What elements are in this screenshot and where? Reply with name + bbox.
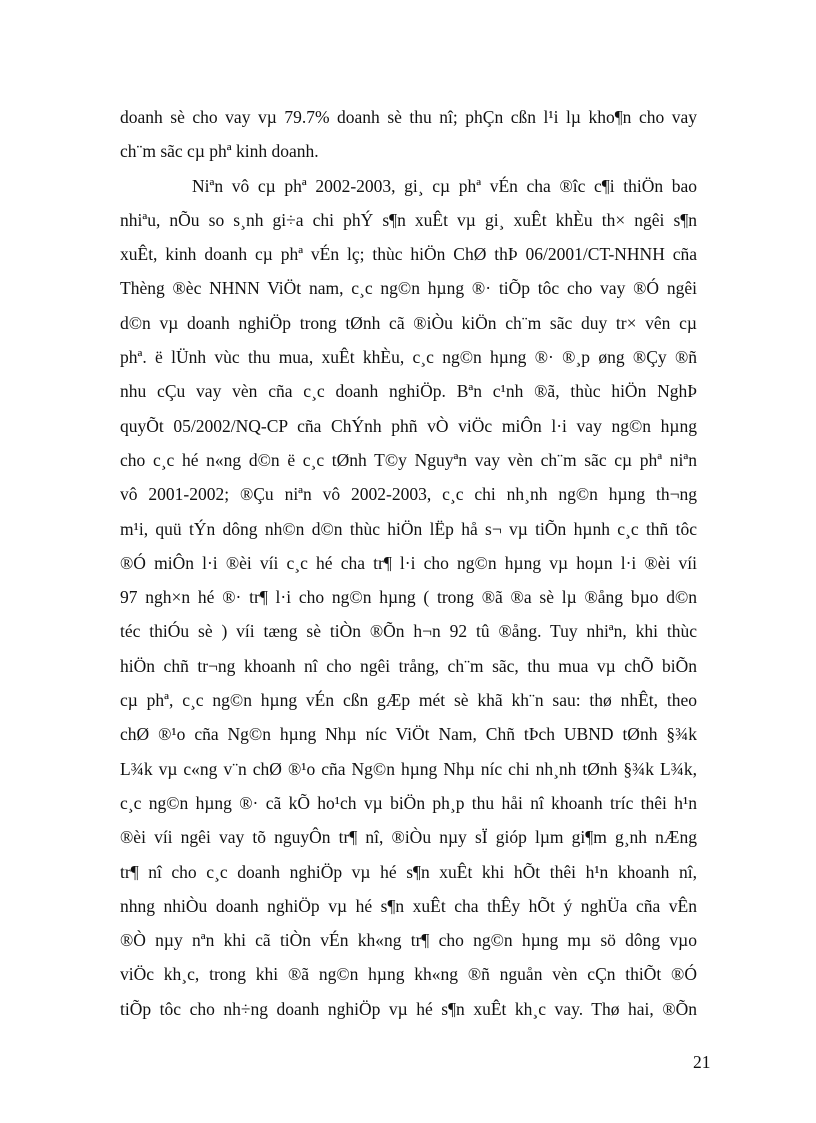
text-line: doanh sè cho vay vµ 79.7% doanh sè thu nî; phÇn cßn l¹i lµ kho¶n cho vay — [120, 107, 697, 127]
text-line: cµ phª, c¸c ng©n hµng vÉn cßn gÆp mét sè khã kh¨n sau: thø nhÊt, theo — [120, 690, 697, 711]
text-line: chØ ®¹o cña Ng©n hµng Nhµ níc ViÖt Nam, Chñ tÞch UBND tØnh §¾k — [120, 724, 697, 745]
text-line: nhng nhiÒu doanh nghiÖp vµ hé s¶n xuÊt cha thÊy hÕt ý nghÜa cña vÊn — [120, 895, 697, 916]
text-line: c¸c ng©n hµng ®· cã kÕ ho¹ch vµ biÖn ph¸p thu håi nî khoanh tríc thêi h¹n — [120, 792, 697, 813]
document-body — [120, 100, 697, 1026]
text-line: ®Ó miÔn l·i ®èi víi c¸c hé cha tr¶ l·i cho ng©n hµng vµ hoµn l·i ®èi víi — [120, 552, 697, 573]
text-line: m¹i, quü tÝn dông nh©n d©n thùc hiÖn lËp hå s¬ vµ tiÕn hµnh c¸c thñ tôc — [120, 518, 697, 539]
page-number: 21 — [693, 1052, 711, 1072]
text-line: phª. ë lÜnh vùc thu mua, xuÊt khÈu, c¸c ng©n hµng ®· ®¸p øng ®Çy ®ñ — [120, 347, 697, 368]
text-line: viÖc kh¸c, trong khi ®ã ng©n hµng kh«ng ®ñ nguån vèn cÇn thiÕt ®Ó — [120, 964, 697, 985]
text-line: Thèng ®èc NHNN ViÖt nam, c¸c ng©n hµng ®· tiÕp tôc cho vay ®Ó ngêi — [120, 278, 697, 299]
text-line: nhu cÇu vay vèn cña c¸c doanh nghiÖp. Bªn c¹nh ®ã, thùc hiÖn NghÞ — [120, 381, 697, 402]
paragraph-first-line: Niªn vô cµ phª 2002-2003, gi¸ cµ phª vÉn cha ®îc c¶i thiÖn bao — [192, 175, 697, 196]
text-line: xuÊt, kinh doanh cµ phª vÉn lç; thùc hiÖn ChØ thÞ 06/2001/CT-NHNH cña — [120, 244, 697, 265]
text-line: nhiªu, nÕu so s¸nh gi÷a chi phÝ s¶n xuÊt vµ gi¸ xuÊt khÈu th× ngêi s¶n — [120, 209, 697, 230]
text-line: hiÖn chñ tr¬ng khoanh nî cho ngêi trång, ch¨m sãc, thu mua vµ chÕ biÕn — [120, 655, 697, 676]
text-line: tr¶ nî cho c¸c doanh nghiÖp vµ hé s¶n xuÊt khi hÕt thêi h¹n khoanh nî, — [120, 861, 697, 882]
text-line: téc thiÓu sè ) víi tæng sè tiÒn ®Õn h¬n 92 tû ®ång. Tuy nhiªn, khi thùc — [120, 621, 697, 642]
text-line: ®Ò nµy nªn khi cã tiÒn vÉn kh«ng tr¶ cho ng©n hµng mµ sö dông vµo — [120, 930, 697, 951]
text-line: cho c¸c hé n«ng d©n ë c¸c tØnh T©y Nguyªn vay vèn ch¨m sãc cµ phª niªn — [120, 449, 697, 470]
text-line: tiÕp tôc cho nh÷ng doanh nghiÖp vµ hé s¶n xuÊt kh¸c vay. Thø hai, ®Õn — [120, 998, 697, 1019]
text-line: quyÕt 05/2002/NQ-CP cña ChÝnh phñ vÒ viÖc miÔn l·i vay ng©n hµng — [120, 415, 697, 436]
text-line: 97 ngh×n hé ®· tr¶ l·i cho ng©n hµng ( trong ®ã ®a sè lµ ®ång bµo d©n — [120, 587, 697, 608]
text-line: d©n vµ doanh nghiÖp trong tØnh cã ®iÒu kiÖn ch¨m sãc duy tr× vên cµ — [120, 312, 697, 333]
text-line: ®èi víi ngêi vay tõ nguyÔn tr¶ nî, ®iÒu nµy sÏ gióp lµm gi¶m g¸nh nÆng — [120, 827, 697, 848]
text-line: ch¨m sãc cµ phª kinh doanh. — [120, 141, 319, 162]
text-line: vô 2001-2002; ®Çu niªn vô 2002-2003, c¸c chi nh¸nh ng©n hµng th¬ng — [120, 484, 697, 505]
text-line: L¾k vµ c«ng v¨n chØ ®¹o cña Ng©n hµng Nhµ níc chi nh¸nh tØnh §¾k L¾k, — [120, 758, 697, 779]
